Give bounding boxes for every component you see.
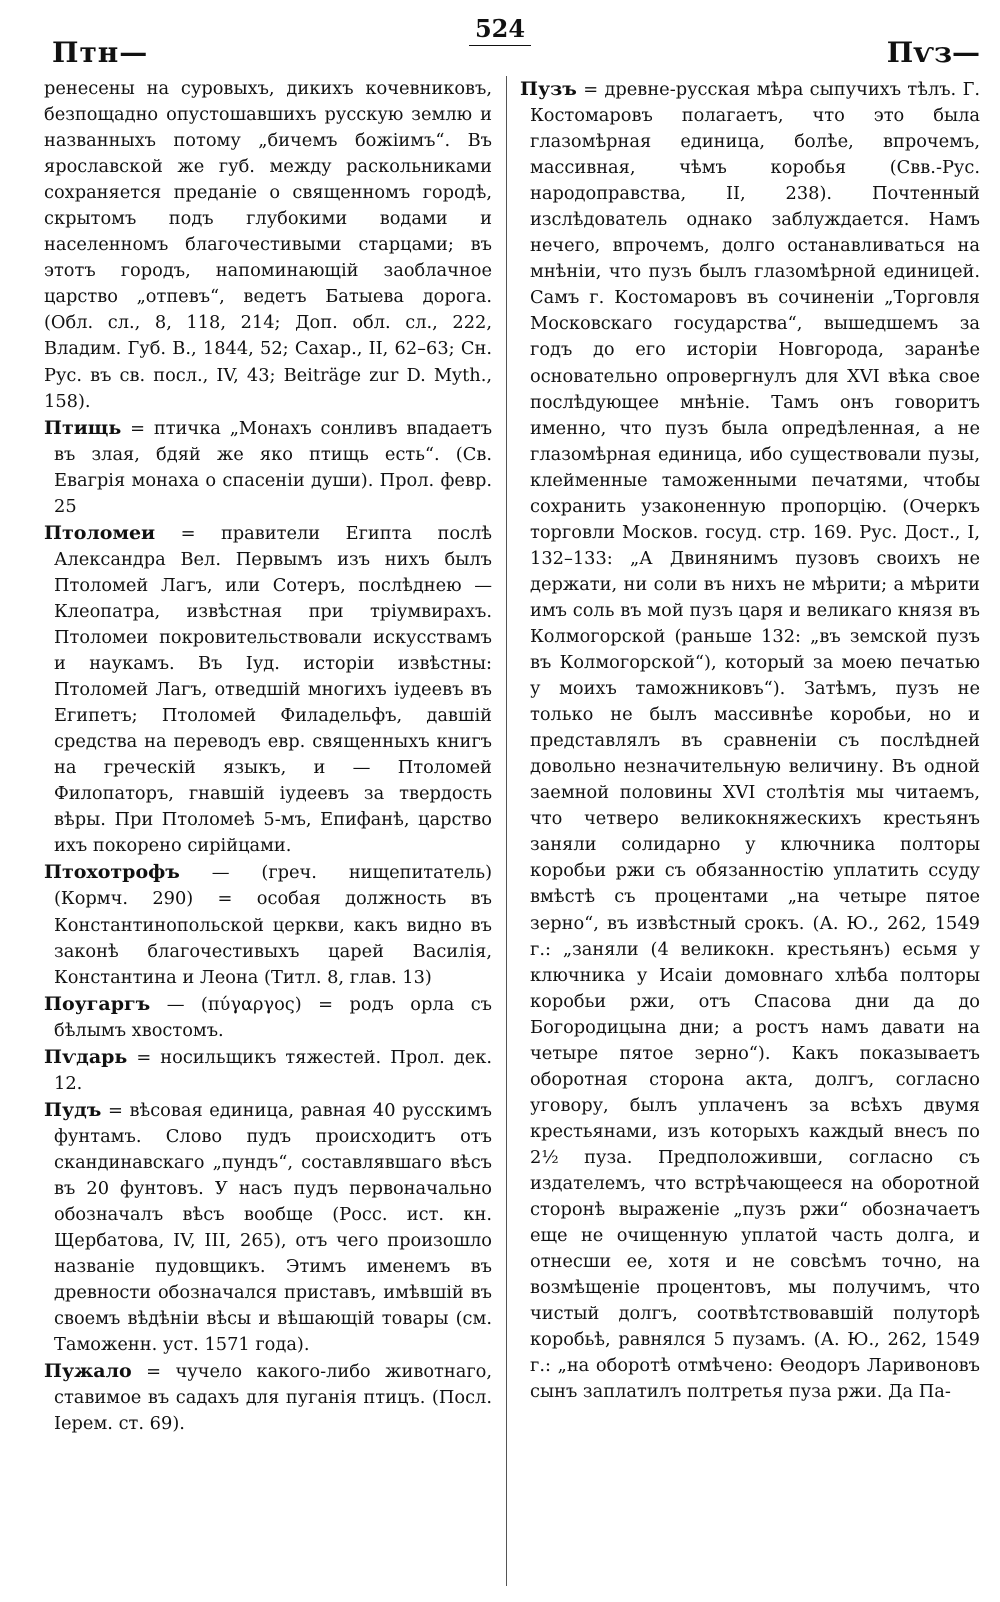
entry-continuation: ренесены на суровыхъ, дикихъ кочевниковъ, безпощадно опустошавшихъ русскую землю и названныхъ потому „бичемъ божіимъ“. Въ ярославской же губ. между раскольниками сохраняется преданіе о священномъ городѣ, скрытомъ подъ глубокими водами и населенномъ благочестивыми старцами; въ этотъ городъ, напоминающій заоблачное царство „отпевъ“, ведетъ Батыева дорога. (Обл. сл., 8, 118, 214; Доп. обл. сл., 222, Владим. Губ. В., 1844, 52; Сахар., II, 62–63; Сн. Рус. въ св. посл., IV, 43; Beiträge zur D. Myth., 158).: [44, 78, 492, 412]
entry-pud: [44, 1097, 492, 1358]
entry-ptokhotrof: [44, 859, 492, 990]
entry-text: = вѣсовая единица, равная 40 русскимъ фунтамъ. Слово пудъ происходитъ отъ скандинавскаго „пундъ“, составлявшаго вѣсъ въ 20 фунтовъ. У насъ пудъ первоначально обозначалъ вѣсъ вообще (Росс. ист. кн. Щербатова, IV, III, 265), отъ чего произошло названіе пудовщикъ. Этимъ именемъ въ древности обозначался приставъ, имѣвшій въ своемъ вѣдѣніи вѣсы и вѣшающій товары (см. Таможенн. уст. 1571 года).: [54, 1099, 492, 1356]
entry-puz: [520, 76, 980, 1405]
page-number: 524: [0, 14, 1000, 46]
headword: Пужало: [44, 1360, 132, 1383]
left-column: [44, 76, 492, 1437]
entry-text: = носильщикъ тяжестей. Прол. дек. 12.: [54, 1046, 492, 1094]
entry-text: = правители Египта послѣ Александра Вел. Первымъ изъ нихъ былъ Птоломей Лагъ, или Сотеръ, послѣднею — Клеопатра, извѣстная при тріумвирахъ. Птоломеи покровительствовали искусствамъ и наукамъ. Въ Іуд. исторіи извѣстны: Птоломей Лагъ, отведшій многихъ іудеевъ въ Египетъ; Птоломей Филадельфъ, давшій средства на переводъ евр. священныхъ книгъ на греческій языкъ, и — Птоломей Филопаторъ, гнавшій іудеевъ за твердость вѣры. При Птоломеѣ 5-мъ, Епифанѣ, царство ихъ покорено сирійцами.: [54, 522, 493, 857]
entry-text: = птичка „Монахъ сонливъ впадаетъ въ злая, бдяй же яко птищь есть“. (Св. Евагрія монаха о спасеніи души). Прол. февр. 25: [54, 417, 493, 517]
entry-pudar: [44, 1044, 492, 1097]
headword: Птохотрофъ: [44, 861, 180, 884]
entry-text: — (πύγαργος) = родъ орла съ бѣлымъ хвостомъ.: [54, 993, 492, 1041]
running-head-left: Птн—: [52, 36, 149, 69]
headword: Пузъ: [520, 78, 577, 100]
entry-ptolomei: [44, 520, 492, 860]
headword: Птищь: [44, 416, 122, 439]
entry-text: — (греч. нищепитатель) (Кормч. 290) = особая должность въ Константинопольской церкви, какъ видно въ законѣ благочестивыхъ царей Василія, Константина и Леона (Титл. 8, глав. 13): [54, 862, 493, 988]
entry-puzhalo: [44, 1358, 492, 1437]
headword: Птоломеи: [44, 521, 156, 544]
column-divider: [506, 76, 507, 1586]
entry-text: = древне-русская мѣра сыпучихъ тѣлъ. Г. Костомаровъ полагаетъ, что это была глазомѣрная единица, болѣе, впрочемъ, массивная, чѣмъ коробья (Свв.-Рус. народоправства, II, 238). Почтенный изслѣдователь однако заблуждается. Намъ нечего, впрочемъ, долго останавливаться на мнѣніи, что пузъ былъ глазомѣрной единицей. Самъ г. Костомаровъ въ сочиненіи „Торговля Московскаго государства“, вышедшемъ за годъ до его исторіи Новгорода, заранѣе основательно опровергнулъ для XVI вѣка свое послѣдующее мнѣніе. Тамъ онъ говоритъ именно, что пузъ была опредѣленная, а не глазомѣрная единица, ибо существовали пузы, клейменные таможенными печатями, чтобы сохранить узаконенную пропорцію. (Очеркъ торговли Москов. госуд. стр. 169. Рус. Дост., I, 132–133: „А Двинянимъ пузовъ своихъ не держати, ни соли въ нихъ не мѣрити; а мѣрити имъ соль въ мой пузъ царя и великаго князя въ Колмогорской (раньше 132: „въ земской пузъ въ Колмогорской“), который за моею печатью у моихъ таможниковъ“). Затѣмъ, пузъ не только не былъ массивнѣе коробьи, но и представлялъ въ сравненіи съ послѣдней довольно незначительную величину. Въ одной заемной половины XVI столѣтія мы читаемъ, что четверо великокняжескихъ крестьянъ заняли солидарно у ключника полторы коробьи ржи съ обязанностію уплатить ссуду вмѣстѣ съ процентами „на четыре пятое зерно“, въ извѣстный срокъ. (А. Ю., 262, 1549 г.: „заняли (4 великокн. крестьянъ) есьмя у ключника у Исаіи домовнаго хлѣба полторы коробьи ржи, отъ Спасова дни да до Богородицына дни; а ростъ намъ давати на четыре пятое зерно“). Какъ показываетъ оборотная сторона акта, долгъ, согласно уговору, былъ уплаченъ за всѣхъ двумя крестьянами, изъ которыхъ каждый внесъ по 2½ пуза. Предположивши, согласно съ издателемъ, что встрѣчающееся на оборотной сторонѣ выраженіе „пузъ ржи“ обозначаетъ еще не очищенную уплатой часть долга, и отнесши ее, хотя и не совсѣмъ точно, на возмѣщеніе процентовъ, мы получимъ, что чистый долгъ, соотвѣтствовавшій полуторѣ коробьѣ, равнялся 5 пузамъ. (А. Ю., 262, 1549 г.: „на оборотѣ отмѣчено: Өеодоръ Ларивоновъ сынъ заплатилъ полтретья пуза ржи. Да Па-: [530, 79, 980, 1403]
entry-pougarg: [44, 991, 492, 1044]
entry-ptishch: [44, 415, 492, 520]
headword: Пудъ: [44, 1098, 102, 1121]
entry-text: = чучело какого-либо животнаго, ставимое въ садахъ для пуганія птицъ. (Посл. Іерем. ст. 69).: [54, 1361, 492, 1435]
headword: Поугаргъ: [44, 992, 151, 1015]
headword: Пѵдарь: [44, 1045, 128, 1068]
running-head-right: Пѵз—: [886, 36, 980, 69]
right-column: [520, 76, 980, 1405]
